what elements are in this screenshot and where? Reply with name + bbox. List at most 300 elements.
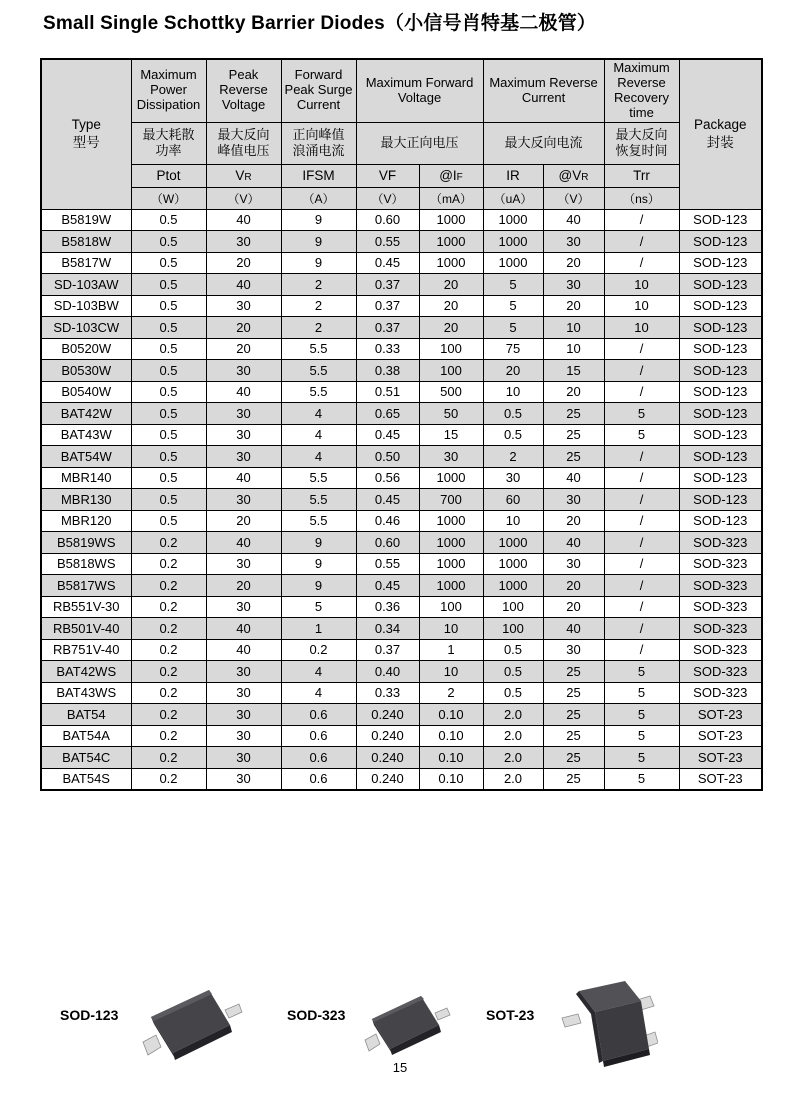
table-cell: 25 bbox=[543, 424, 604, 446]
table-row bbox=[41, 360, 762, 382]
table-cell: / bbox=[604, 338, 679, 360]
table-row bbox=[41, 231, 762, 253]
table-cell: 30 bbox=[206, 747, 281, 769]
table-cell: 20 bbox=[206, 510, 281, 532]
table-cell: 40 bbox=[206, 381, 281, 403]
header-symbol-row bbox=[41, 164, 762, 187]
table-cell: SD-103AW bbox=[41, 274, 131, 296]
table-cell: 100 bbox=[483, 618, 543, 640]
header-zh-reverse-current: 最大反向电流 bbox=[483, 122, 604, 164]
table-cell: 0.6 bbox=[281, 725, 356, 747]
package-label-sod-323: SOD-323 bbox=[287, 1007, 346, 1023]
table-cell: 20 bbox=[543, 596, 604, 618]
table-row bbox=[41, 403, 762, 425]
table-cell: 100 bbox=[483, 596, 543, 618]
sod-123-package-image bbox=[135, 980, 245, 1062]
table-row bbox=[41, 532, 762, 554]
table-cell: / bbox=[604, 532, 679, 554]
table-cell: 4 bbox=[281, 661, 356, 683]
table-cell: 5 bbox=[604, 704, 679, 726]
table-cell: 30 bbox=[206, 682, 281, 704]
table-cell: 0.240 bbox=[356, 704, 419, 726]
table-cell: 40 bbox=[543, 209, 604, 231]
table-cell: 0.2 bbox=[131, 618, 206, 640]
symbol-ifsm: IFSM bbox=[281, 164, 356, 187]
table-cell: 10 bbox=[483, 510, 543, 532]
table-cell: 20 bbox=[419, 295, 483, 317]
table-cell: SOD-323 bbox=[679, 596, 762, 618]
table-cell: SOD-323 bbox=[679, 639, 762, 661]
table-row bbox=[41, 338, 762, 360]
table-cell: 5 bbox=[604, 747, 679, 769]
table-cell: 20 bbox=[543, 295, 604, 317]
table-cell: BAT43WS bbox=[41, 682, 131, 704]
table-cell: 0.33 bbox=[356, 682, 419, 704]
table-cell: 5 bbox=[604, 725, 679, 747]
table-cell: 30 bbox=[206, 489, 281, 511]
table-cell: 30 bbox=[543, 553, 604, 575]
table-cell: / bbox=[604, 467, 679, 489]
table-row bbox=[41, 209, 762, 231]
table-cell: B5818W bbox=[41, 231, 131, 253]
header-max-reverse-current: Maximum Reverse Current bbox=[483, 59, 604, 122]
table-cell: SOD-123 bbox=[679, 360, 762, 382]
table-cell: 5.5 bbox=[281, 467, 356, 489]
table-cell: 40 bbox=[543, 532, 604, 554]
header-max-power-dissipation: Maximum Power Dissipation bbox=[131, 59, 206, 122]
table-cell: 10 bbox=[483, 381, 543, 403]
header-type bbox=[41, 59, 131, 209]
header-unit-row bbox=[41, 187, 762, 209]
table-cell: 10 bbox=[604, 295, 679, 317]
table-cell: 25 bbox=[543, 682, 604, 704]
table-row bbox=[41, 446, 762, 468]
table-row bbox=[41, 661, 762, 683]
table-cell: 0.65 bbox=[356, 403, 419, 425]
table-cell: 25 bbox=[543, 747, 604, 769]
table-cell: 25 bbox=[543, 725, 604, 747]
table-cell: 100 bbox=[419, 360, 483, 382]
table-cell: 0.6 bbox=[281, 747, 356, 769]
table-cell: 15 bbox=[543, 360, 604, 382]
table-cell: BAT43W bbox=[41, 424, 131, 446]
table-cell: 1000 bbox=[419, 231, 483, 253]
table-cell: 60 bbox=[483, 489, 543, 511]
table-cell: 0.5 bbox=[131, 381, 206, 403]
table-cell: 5 bbox=[604, 768, 679, 790]
sod-323-package-image bbox=[358, 987, 452, 1057]
package-label-sot-23: SOT-23 bbox=[486, 1007, 535, 1023]
header-package-en: Package bbox=[693, 117, 747, 133]
header-type-zh: 型号 bbox=[72, 135, 100, 151]
table-cell: 30 bbox=[483, 467, 543, 489]
table-cell: 75 bbox=[483, 338, 543, 360]
unit-v-2: （V） bbox=[356, 187, 419, 209]
table-cell: 2 bbox=[419, 682, 483, 704]
table-cell: / bbox=[604, 510, 679, 532]
table-cell: 0.2 bbox=[131, 575, 206, 597]
table-cell: 25 bbox=[543, 704, 604, 726]
table-cell: / bbox=[604, 575, 679, 597]
table-cell: 10 bbox=[543, 317, 604, 339]
table-cell: 50 bbox=[419, 403, 483, 425]
table-cell: 1000 bbox=[483, 575, 543, 597]
table-row bbox=[41, 725, 762, 747]
table-cell: 20 bbox=[419, 317, 483, 339]
table-row bbox=[41, 768, 762, 790]
table-cell: 9 bbox=[281, 252, 356, 274]
table-cell: RB751V-40 bbox=[41, 639, 131, 661]
table-cell: 0.2 bbox=[131, 553, 206, 575]
table-cell: 0.45 bbox=[356, 424, 419, 446]
table-cell: 0.37 bbox=[356, 295, 419, 317]
table-cell: 1 bbox=[419, 639, 483, 661]
table-cell: 30 bbox=[206, 553, 281, 575]
table-cell: 20 bbox=[206, 575, 281, 597]
spec-table-body bbox=[41, 209, 762, 790]
table-cell: 20 bbox=[206, 252, 281, 274]
table-cell: 1000 bbox=[483, 252, 543, 274]
table-cell: 5 bbox=[281, 596, 356, 618]
header-zh-surge-current: 正向峰值 浪涌电流 bbox=[281, 122, 356, 164]
table-row bbox=[41, 317, 762, 339]
table-cell: 20 bbox=[483, 360, 543, 382]
table-cell: 9 bbox=[281, 209, 356, 231]
table-cell: 0.10 bbox=[419, 747, 483, 769]
table-cell: SOT-23 bbox=[679, 725, 762, 747]
table-cell: SD-103CW bbox=[41, 317, 131, 339]
table-cell: 4 bbox=[281, 424, 356, 446]
table-cell: BAT54C bbox=[41, 747, 131, 769]
unit-ua: （uA） bbox=[483, 187, 543, 209]
table-cell: 30 bbox=[206, 596, 281, 618]
table-cell: 0.5 bbox=[131, 231, 206, 253]
table-cell: 0.2 bbox=[131, 747, 206, 769]
table-cell: 0.10 bbox=[419, 704, 483, 726]
symbol-at-if: @IF bbox=[419, 164, 483, 187]
table-cell: 1000 bbox=[483, 532, 543, 554]
table-cell: 9 bbox=[281, 532, 356, 554]
header-peak-reverse-voltage: Peak Reverse Voltage bbox=[206, 59, 281, 122]
table-cell: 25 bbox=[543, 403, 604, 425]
table-cell: SOD-123 bbox=[679, 510, 762, 532]
table-cell: SOD-123 bbox=[679, 252, 762, 274]
table-cell: B0530W bbox=[41, 360, 131, 382]
table-cell: 40 bbox=[543, 467, 604, 489]
table-cell: 0.5 bbox=[131, 360, 206, 382]
page-title: Small Single Schottky Barrier Diodes（小信号肖特基二极管） bbox=[43, 13, 597, 34]
table-cell: 5 bbox=[604, 424, 679, 446]
table-cell: 2.0 bbox=[483, 747, 543, 769]
table-cell: 0.6 bbox=[281, 768, 356, 790]
table-cell: / bbox=[604, 553, 679, 575]
table-cell: 10 bbox=[604, 317, 679, 339]
table-cell: 0.240 bbox=[356, 725, 419, 747]
table-cell: 4 bbox=[281, 446, 356, 468]
table-cell: 0.5 bbox=[131, 424, 206, 446]
table-cell: 1000 bbox=[483, 553, 543, 575]
table-cell: / bbox=[604, 446, 679, 468]
table-cell: 0.5 bbox=[483, 661, 543, 683]
table-cell: 0.5 bbox=[131, 446, 206, 468]
table-cell: 0.45 bbox=[356, 489, 419, 511]
table-cell: 2.0 bbox=[483, 768, 543, 790]
table-cell: SOT-23 bbox=[679, 768, 762, 790]
table-cell: 10 bbox=[419, 618, 483, 640]
table-cell: 0.55 bbox=[356, 231, 419, 253]
table-cell: 25 bbox=[543, 661, 604, 683]
table-cell: 30 bbox=[206, 768, 281, 790]
table-cell: 500 bbox=[419, 381, 483, 403]
table-cell: 20 bbox=[543, 575, 604, 597]
table-cell: 0.2 bbox=[131, 639, 206, 661]
table-cell: SOD-323 bbox=[679, 661, 762, 683]
table-cell: 20 bbox=[543, 252, 604, 274]
table-row bbox=[41, 381, 762, 403]
table-cell: 40 bbox=[206, 618, 281, 640]
table-cell: / bbox=[604, 209, 679, 231]
table-cell: BAT54A bbox=[41, 725, 131, 747]
table-cell: 0.5 bbox=[483, 639, 543, 661]
table-row bbox=[41, 424, 762, 446]
table-cell: 25 bbox=[543, 768, 604, 790]
table-cell: 30 bbox=[206, 424, 281, 446]
unit-a: （A） bbox=[281, 187, 356, 209]
page-number: 15 bbox=[392, 1060, 408, 1075]
table-cell: 0.5 bbox=[131, 489, 206, 511]
table-cell: 2 bbox=[281, 295, 356, 317]
table-cell: 0.40 bbox=[356, 661, 419, 683]
header-type-en: Type bbox=[71, 117, 101, 133]
table-cell: 0.56 bbox=[356, 467, 419, 489]
table-cell: 5 bbox=[604, 682, 679, 704]
table-cell: 0.45 bbox=[356, 252, 419, 274]
table-cell: 0.37 bbox=[356, 639, 419, 661]
table-cell: 0.2 bbox=[131, 596, 206, 618]
table-cell: 0.5 bbox=[483, 403, 543, 425]
table-cell: 2.0 bbox=[483, 725, 543, 747]
table-cell: / bbox=[604, 596, 679, 618]
table-cell: SOD-323 bbox=[679, 532, 762, 554]
table-row bbox=[41, 639, 762, 661]
table-cell: 30 bbox=[206, 295, 281, 317]
header-max-forward-voltage: Maximum Forward Voltage bbox=[356, 59, 483, 122]
table-cell: 20 bbox=[206, 317, 281, 339]
table-cell: 20 bbox=[543, 510, 604, 532]
table-cell: 9 bbox=[281, 553, 356, 575]
table-cell: 0.2 bbox=[281, 639, 356, 661]
table-cell: 1000 bbox=[419, 575, 483, 597]
table-row bbox=[41, 596, 762, 618]
table-cell: 5 bbox=[483, 317, 543, 339]
table-cell: 30 bbox=[543, 231, 604, 253]
table-cell: 10 bbox=[543, 338, 604, 360]
table-cell: / bbox=[604, 231, 679, 253]
header-zh-peak-reverse-voltage: 最大反向 峰值电压 bbox=[206, 122, 281, 164]
table-cell: 40 bbox=[206, 467, 281, 489]
table-cell: 30 bbox=[543, 639, 604, 661]
table-cell: SOD-123 bbox=[679, 338, 762, 360]
table-cell: 0.55 bbox=[356, 553, 419, 575]
table-cell: 0.10 bbox=[419, 768, 483, 790]
table-cell: BAT42W bbox=[41, 403, 131, 425]
table-cell: BAT42WS bbox=[41, 661, 131, 683]
table-cell: 20 bbox=[206, 338, 281, 360]
table-cell: 2 bbox=[281, 317, 356, 339]
table-cell: 5.5 bbox=[281, 489, 356, 511]
symbol-vf: VF bbox=[356, 164, 419, 187]
table-cell: / bbox=[604, 360, 679, 382]
table-cell: 0.2 bbox=[131, 682, 206, 704]
table-row bbox=[41, 467, 762, 489]
unit-w: （W） bbox=[131, 187, 206, 209]
table-cell: 30 bbox=[206, 704, 281, 726]
table-cell: 1000 bbox=[419, 532, 483, 554]
table-cell: 0.5 bbox=[131, 295, 206, 317]
table-cell: 40 bbox=[206, 274, 281, 296]
table-cell: BAT54W bbox=[41, 446, 131, 468]
table-cell: 20 bbox=[419, 274, 483, 296]
table-cell: 30 bbox=[543, 489, 604, 511]
header-forward-peak-surge-current: Forward Peak Surge Current bbox=[281, 59, 356, 122]
table-cell: SOD-123 bbox=[679, 424, 762, 446]
table-cell: 10 bbox=[419, 661, 483, 683]
table-cell: B5819W bbox=[41, 209, 131, 231]
table-cell: B0520W bbox=[41, 338, 131, 360]
table-cell: B5818WS bbox=[41, 553, 131, 575]
table-cell: 0.2 bbox=[131, 704, 206, 726]
table-cell: 5.5 bbox=[281, 338, 356, 360]
table-cell: 0.5 bbox=[131, 317, 206, 339]
unit-v-3: （V） bbox=[543, 187, 604, 209]
table-cell: SOD-123 bbox=[679, 446, 762, 468]
table-cell: 0.38 bbox=[356, 360, 419, 382]
table-cell: SOD-123 bbox=[679, 209, 762, 231]
table-cell: RB501V-40 bbox=[41, 618, 131, 640]
table-cell: 100 bbox=[419, 596, 483, 618]
table-cell: 0.60 bbox=[356, 209, 419, 231]
table-cell: 9 bbox=[281, 231, 356, 253]
table-row bbox=[41, 704, 762, 726]
table-cell: 30 bbox=[419, 446, 483, 468]
table-cell: 0.240 bbox=[356, 747, 419, 769]
table-row bbox=[41, 575, 762, 597]
table-cell: SOT-23 bbox=[679, 747, 762, 769]
table-cell: 5 bbox=[604, 403, 679, 425]
table-cell: 0.6 bbox=[281, 704, 356, 726]
table-cell: 40 bbox=[206, 639, 281, 661]
table-cell: 9 bbox=[281, 575, 356, 597]
table-cell: / bbox=[604, 252, 679, 274]
table-cell: SOD-323 bbox=[679, 575, 762, 597]
unit-ma: （mA） bbox=[419, 187, 483, 209]
table-cell: SOD-323 bbox=[679, 682, 762, 704]
symbol-trr: Trr bbox=[604, 164, 679, 187]
table-cell: RB551V-30 bbox=[41, 596, 131, 618]
table-row bbox=[41, 295, 762, 317]
table-cell: / bbox=[604, 639, 679, 661]
table-cell: 0.37 bbox=[356, 317, 419, 339]
table-cell: 0.51 bbox=[356, 381, 419, 403]
table-cell: 700 bbox=[419, 489, 483, 511]
table-cell: 1000 bbox=[419, 209, 483, 231]
table-cell: 0.34 bbox=[356, 618, 419, 640]
table-cell: 0.10 bbox=[419, 725, 483, 747]
table-cell: 0.46 bbox=[356, 510, 419, 532]
table-cell: 1000 bbox=[483, 209, 543, 231]
table-cell: 1000 bbox=[419, 510, 483, 532]
table-row bbox=[41, 553, 762, 575]
table-cell: 0.60 bbox=[356, 532, 419, 554]
table-cell: 0.45 bbox=[356, 575, 419, 597]
table-cell: 0.240 bbox=[356, 768, 419, 790]
table-cell: 5 bbox=[604, 661, 679, 683]
table-cell: 1000 bbox=[419, 252, 483, 274]
table-row bbox=[41, 489, 762, 511]
table-cell: 0.5 bbox=[483, 682, 543, 704]
table-cell: SOD-123 bbox=[679, 295, 762, 317]
symbol-at-vr: @VR bbox=[543, 164, 604, 187]
table-cell: 5.5 bbox=[281, 381, 356, 403]
table-cell: SOD-123 bbox=[679, 274, 762, 296]
table-row bbox=[41, 274, 762, 296]
table-cell: 30 bbox=[206, 725, 281, 747]
header-zh-forward-voltage: 最大正向电压 bbox=[356, 122, 483, 164]
table-row bbox=[41, 618, 762, 640]
table-cell: 30 bbox=[206, 446, 281, 468]
table-cell: 30 bbox=[206, 661, 281, 683]
table-cell: 5.5 bbox=[281, 360, 356, 382]
table-cell: 0.36 bbox=[356, 596, 419, 618]
header-chinese-row bbox=[41, 122, 762, 164]
header-zh-power-dissipation: 最大耗散 功率 bbox=[131, 122, 206, 164]
table-cell: SOD-123 bbox=[679, 489, 762, 511]
table-cell: 4 bbox=[281, 403, 356, 425]
table-cell: 100 bbox=[419, 338, 483, 360]
table-cell: B5817W bbox=[41, 252, 131, 274]
table-row bbox=[41, 510, 762, 532]
table-cell: 0.5 bbox=[131, 274, 206, 296]
table-cell: 2 bbox=[483, 446, 543, 468]
header-package-zh: 封装 bbox=[706, 135, 734, 151]
table-cell: 0.50 bbox=[356, 446, 419, 468]
table-cell: 0.5 bbox=[131, 403, 206, 425]
table-cell: SOD-123 bbox=[679, 317, 762, 339]
symbol-ptot: Ptot bbox=[131, 164, 206, 187]
table-cell: 0.2 bbox=[131, 768, 206, 790]
table-cell: 25 bbox=[543, 446, 604, 468]
table-cell: SOD-123 bbox=[679, 381, 762, 403]
table-cell: SOD-123 bbox=[679, 231, 762, 253]
table-cell: 0.5 bbox=[131, 467, 206, 489]
table-cell: 1000 bbox=[483, 231, 543, 253]
table-cell: / bbox=[604, 381, 679, 403]
table-cell: BAT54S bbox=[41, 768, 131, 790]
table-cell: 0.5 bbox=[483, 424, 543, 446]
table-cell: 1 bbox=[281, 618, 356, 640]
header-english-row bbox=[41, 59, 762, 122]
table-cell: 4 bbox=[281, 682, 356, 704]
table-row bbox=[41, 682, 762, 704]
table-cell: B0540W bbox=[41, 381, 131, 403]
table-cell: B5817WS bbox=[41, 575, 131, 597]
table-cell: 1000 bbox=[419, 467, 483, 489]
table-cell: 40 bbox=[206, 209, 281, 231]
symbol-vr: VR bbox=[206, 164, 281, 187]
table-cell: 2 bbox=[281, 274, 356, 296]
table-cell: 5 bbox=[483, 295, 543, 317]
table-cell: 1000 bbox=[419, 553, 483, 575]
